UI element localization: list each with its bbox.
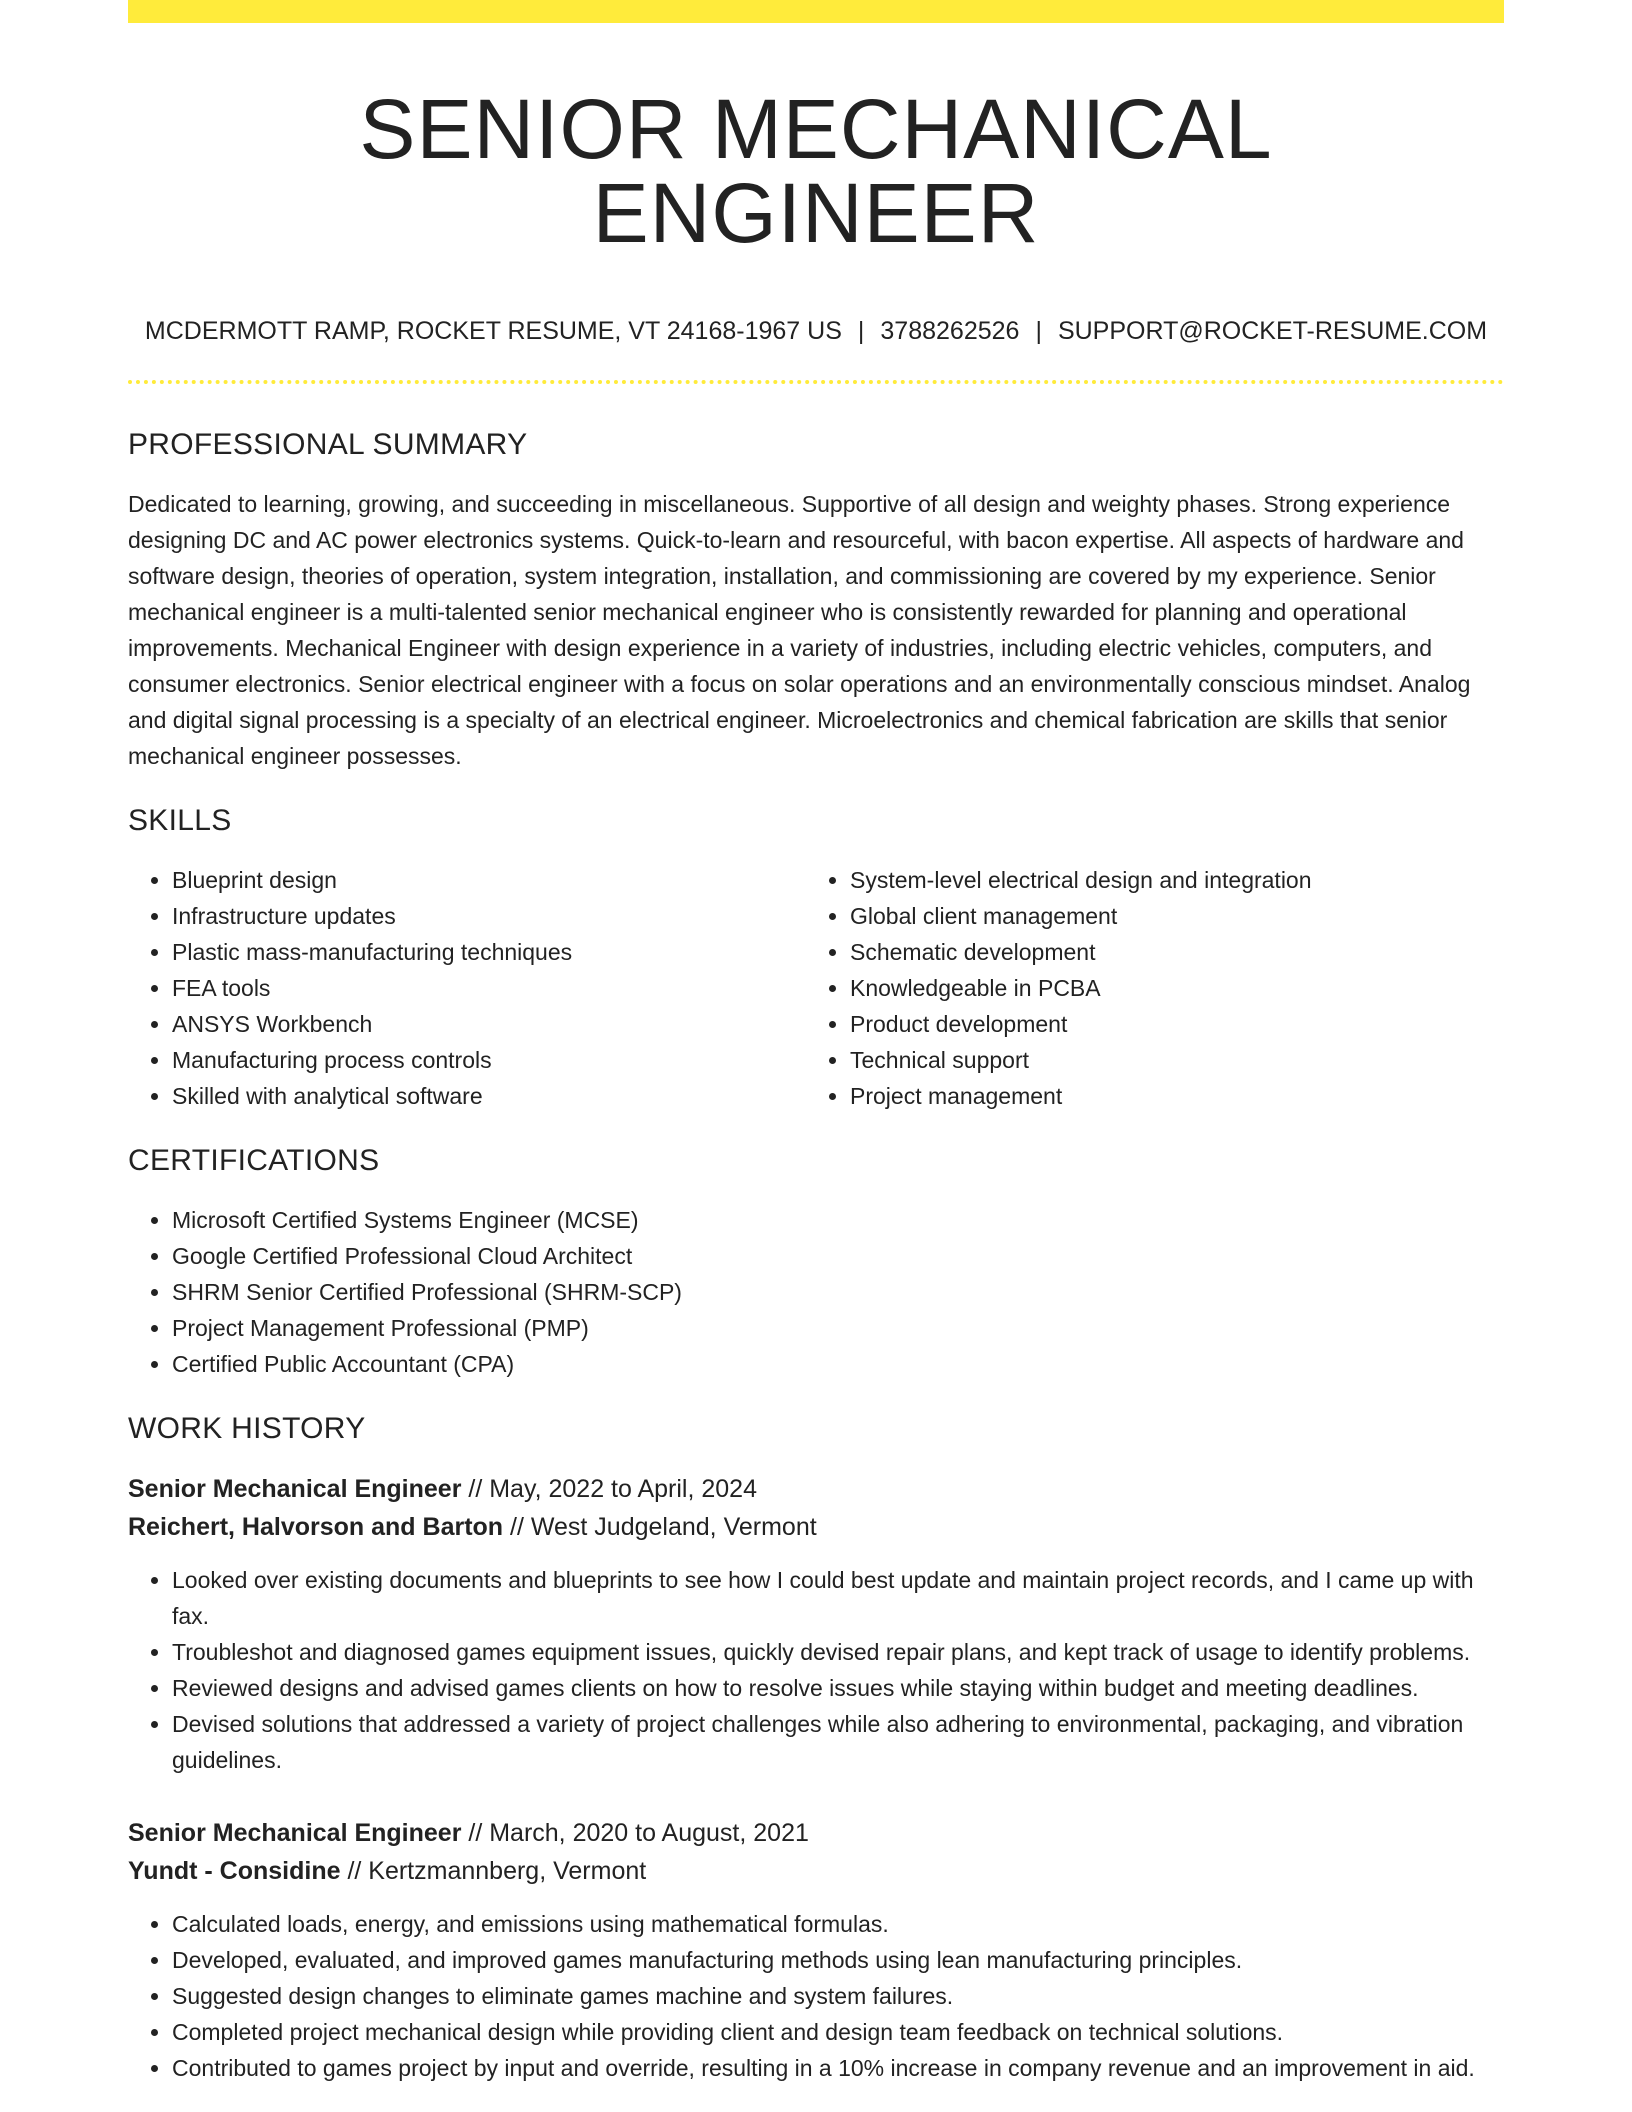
job-entry: [128, 1470, 1504, 1778]
job-bullet: • Completed project mechanical design while providing client and design team feedback on technical solutions.: [172, 2014, 1504, 2050]
certification-item: • Microsoft Certified Systems Engineer (MCSE): [172, 1202, 1504, 1238]
skill-item: • FEA tools: [172, 970, 806, 1006]
job-bullets: [128, 1906, 1504, 2086]
skills-list-left: [128, 862, 806, 1114]
job-bullet: • Contributed to games project by input and override, resulting in a 10% increase in company revenue and an improvement in aid.: [172, 2050, 1504, 2086]
contact-address: MCDERMOTT RAMP, ROCKET RESUME, VT 24168-1967 US: [144, 317, 842, 345]
skill-item: • Plastic mass-manufacturing techniques: [172, 934, 806, 970]
job-dates: // March, 2020 to August, 2021: [461, 1819, 809, 1847]
job-bullet: • Devised solutions that addressed a variety of project challenges while also adhering to environmental, packaging, and vibration guidelines.: [172, 1706, 1504, 1778]
header-divider: [128, 380, 1504, 384]
certification-item: • Project Management Professional (PMP): [172, 1310, 1504, 1346]
skill-item: • Blueprint design: [172, 862, 806, 898]
job-dates: // May, 2022 to April, 2024: [461, 1475, 757, 1503]
certification-item: • SHRM Senior Certified Professional (SHRM-SCP): [172, 1274, 1504, 1310]
skill-item: • Global client management: [850, 898, 1484, 934]
job-bullet: • Looked over existing documents and blueprints to see how I could best update and maintain project records, and I came up with fax.: [172, 1562, 1504, 1634]
skill-item: • Manufacturing process controls: [172, 1042, 806, 1078]
skill-item: • Technical support: [850, 1042, 1484, 1078]
contact-separator: |: [857, 317, 865, 345]
resume-content: [128, 0, 1504, 2086]
job-bullet: • Developed, evaluated, and improved games manufacturing methods using lean manufacturing principles.: [172, 1942, 1504, 1978]
job-bullet: • Troubleshot and diagnosed games equipment issues, quickly devised repair plans, and kept track of usage to identify problems.: [172, 1634, 1504, 1670]
skill-item: • System-level electrical design and integration: [850, 862, 1484, 898]
skill-item: • Knowledgeable in PCBA: [850, 970, 1484, 1006]
skill-item: • Product development: [850, 1006, 1484, 1042]
skills-columns: [128, 862, 1504, 1114]
summary-text: Dedicated to learning, growing, and succeeding in miscellaneous. Supportive of all design and weighty phases. Strong experience designing DC and AC power electronics systems. Quick-to-learn and resourceful, with bacon expertise. All aspects of hardware and software design, theories of operation, system integration, installation, and commissioning are covered by my experience. Senior mechanical engineer is a multi-talented senior mechanical engineer who is consistently rewarded for planning and operational improvements. Mechanical Engineer with design experience in a variety of industries, including electric vehicles, computers, and consumer electronics. Senior electrical engineer with a focus on solar operations and an environmentally conscious mindset. Analog and digital signal processing is a specialty of an electrical engineer. Microelectronics and chemical fabrication are skills that senior mechanical engineer possesses.: [128, 491, 1471, 769]
job-entry: [128, 1814, 1504, 2086]
job-bullets: [128, 1562, 1504, 1778]
certification-item: • Google Certified Professional Cloud Architect: [172, 1238, 1504, 1274]
skills-heading: SKILLS: [128, 804, 232, 837]
skills-list-right: [806, 862, 1484, 1114]
certifications-heading: CERTIFICATIONS: [128, 1144, 380, 1177]
skill-item: • Schematic development: [850, 934, 1484, 970]
accent-top-bar: [128, 0, 1504, 23]
certification-item: • Certified Public Accountant (CPA): [172, 1346, 1504, 1382]
contact-email[interactable]: SUPPORT@ROCKET-RESUME.COM: [1057, 317, 1488, 345]
summary-heading: PROFESSIONAL SUMMARY: [128, 428, 528, 461]
job-company: Reichert, Halvorson and Barton: [128, 1513, 504, 1541]
skill-item: • Skilled with analytical software: [172, 1078, 806, 1114]
work-history-heading: WORK HISTORY: [128, 1412, 366, 1445]
skill-item: • Infrastructure updates: [172, 898, 806, 934]
job-title: Senior Mechanical Engineer: [128, 1819, 462, 1847]
job-title: Senior Mechanical Engineer: [128, 1475, 462, 1503]
skill-item: • ANSYS Workbench: [172, 1006, 806, 1042]
job-company: Yundt - Considine: [128, 1857, 341, 1885]
job-title-line: [128, 1814, 1504, 1852]
job-title-line: [128, 1470, 1504, 1508]
job-company-line: [128, 1508, 1504, 1546]
contact-phone[interactable]: 3788262526: [880, 317, 1020, 345]
job-location: // West Judgeland, Vermont: [503, 1513, 817, 1541]
certifications-list: [128, 1202, 1504, 1382]
contact-separator: |: [1035, 317, 1042, 345]
job-company-line: [128, 1852, 1504, 1890]
job-bullet: • Reviewed designs and advised games clients on how to resolve issues while staying within budget and meeting deadlines.: [172, 1670, 1504, 1706]
contact-line: [128, 319, 1504, 344]
skill-item: • Project management: [850, 1078, 1484, 1114]
job-location: // Kertzmannberg, Vermont: [340, 1857, 647, 1885]
job-bullet: • Suggested design changes to eliminate games machine and system failures.: [172, 1978, 1504, 2014]
resume-title: SENIOR MECHANICAL ENGINEER: [359, 82, 1273, 260]
job-bullet: • Calculated loads, energy, and emissions using mathematical formulas.: [172, 1906, 1504, 1942]
